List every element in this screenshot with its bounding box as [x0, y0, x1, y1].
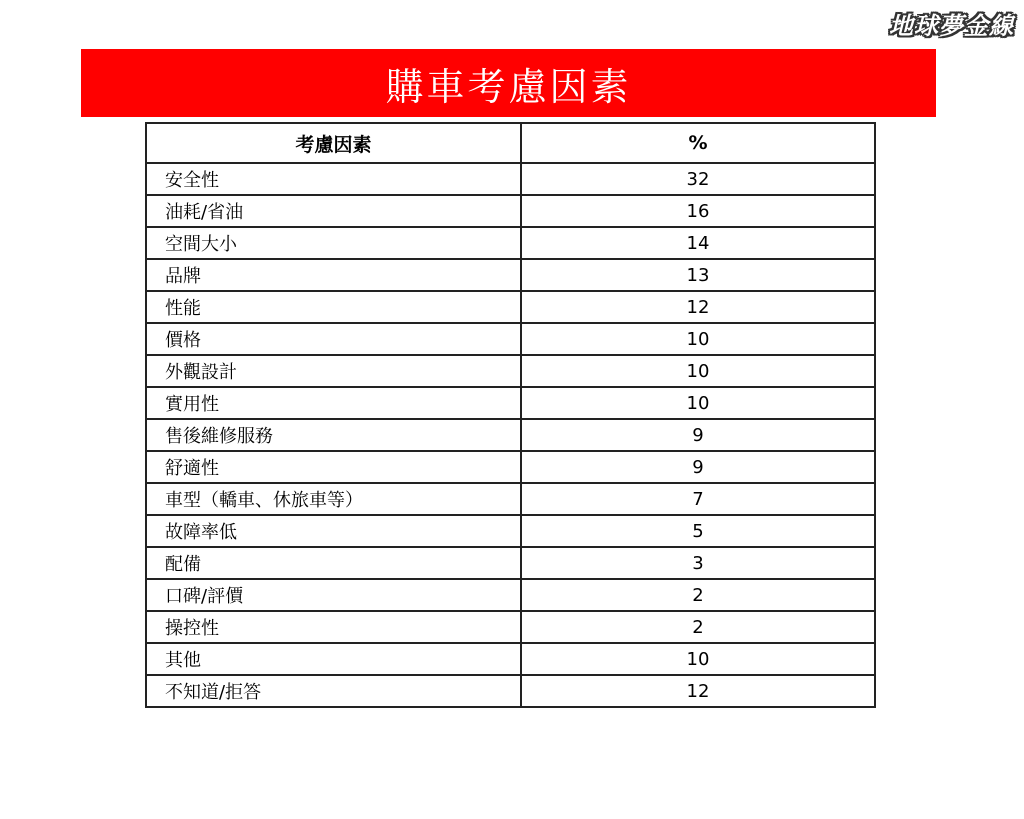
brand-logo: 地球夢金線 — [889, 12, 1014, 40]
table-row — [146, 419, 875, 451]
table-row — [146, 195, 875, 227]
factor-cell: 實用性 — [146, 387, 521, 419]
factor-cell: 其他 — [146, 643, 521, 675]
table-row — [146, 259, 875, 291]
column-header-factor: 考慮因素 — [146, 123, 521, 163]
table-row — [146, 579, 875, 611]
factor-cell: 故障率低 — [146, 515, 521, 547]
table-header-row — [146, 123, 875, 163]
percent-cell: 13 — [521, 259, 875, 291]
title-banner — [81, 49, 936, 117]
factor-cell: 配備 — [146, 547, 521, 579]
table-row — [146, 611, 875, 643]
factor-cell: 品牌 — [146, 259, 521, 291]
table-row — [146, 547, 875, 579]
percent-cell: 10 — [521, 387, 875, 419]
percent-cell: 9 — [521, 451, 875, 483]
factor-cell: 空間大小 — [146, 227, 521, 259]
table-row — [146, 675, 875, 707]
percent-cell: 16 — [521, 195, 875, 227]
factor-cell: 油耗/省油 — [146, 195, 521, 227]
factor-cell: 車型（轎車、休旅車等） — [146, 483, 521, 515]
factor-cell: 操控性 — [146, 611, 521, 643]
table-row — [146, 451, 875, 483]
factor-cell: 口碑/評價 — [146, 579, 521, 611]
table-body — [146, 163, 875, 707]
factor-cell: 性能 — [146, 291, 521, 323]
table-row — [146, 227, 875, 259]
percent-cell: 3 — [521, 547, 875, 579]
table-row — [146, 291, 875, 323]
percent-cell: 10 — [521, 355, 875, 387]
factor-cell: 不知道/拒答 — [146, 675, 521, 707]
percent-cell: 7 — [521, 483, 875, 515]
factors-table — [145, 122, 876, 708]
column-header-percent: % — [521, 123, 875, 163]
percent-cell: 9 — [521, 419, 875, 451]
table-row — [146, 323, 875, 355]
percent-cell: 10 — [521, 643, 875, 675]
page-title: 購車考慮因素 — [385, 64, 632, 109]
factor-cell: 外觀設計 — [146, 355, 521, 387]
table-row — [146, 355, 875, 387]
percent-cell: 14 — [521, 227, 875, 259]
table-row — [146, 163, 875, 195]
percent-cell: 10 — [521, 323, 875, 355]
factor-cell: 舒適性 — [146, 451, 521, 483]
factor-cell: 安全性 — [146, 163, 521, 195]
table-row — [146, 387, 875, 419]
percent-cell: 32 — [521, 163, 875, 195]
percent-cell: 2 — [521, 611, 875, 643]
factor-cell: 售後維修服務 — [146, 419, 521, 451]
factor-cell: 價格 — [146, 323, 521, 355]
table-row — [146, 515, 875, 547]
percent-cell: 12 — [521, 291, 875, 323]
percent-cell: 5 — [521, 515, 875, 547]
table-row — [146, 483, 875, 515]
percent-cell: 12 — [521, 675, 875, 707]
percent-cell: 2 — [521, 579, 875, 611]
table-row — [146, 643, 875, 675]
